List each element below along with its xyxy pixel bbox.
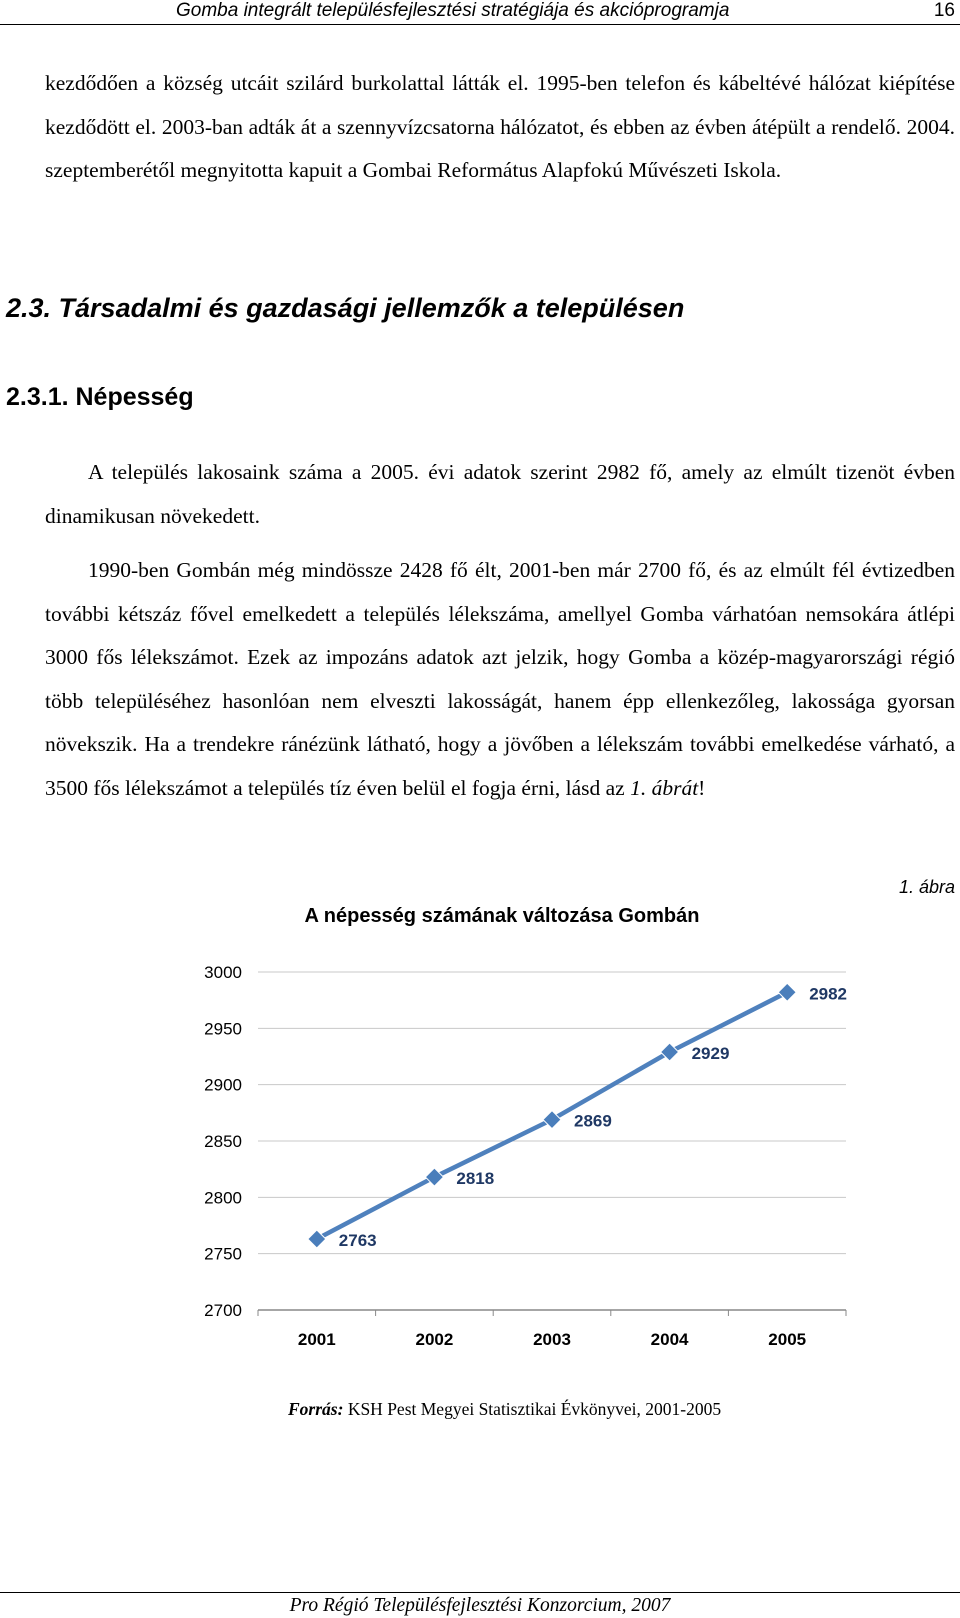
population-paragraph: A település lakosaink száma a 2005. évi adatok szerint 2982 fő, amely az elmúlt tizenöt évben dinamikusan növekedett. bbox=[45, 460, 955, 528]
x-tick-label: 2005 bbox=[768, 1330, 807, 1349]
subsection-heading: 2.3.1. Népesség bbox=[6, 383, 194, 411]
x-tick-label: 2002 bbox=[415, 1330, 454, 1349]
y-tick-label: 3000 bbox=[204, 963, 242, 982]
x-axis-ticks bbox=[298, 1330, 806, 1349]
y-tick-label: 2800 bbox=[204, 1188, 242, 1208]
y-axis-ticks bbox=[204, 963, 242, 1320]
data-marker bbox=[661, 1043, 679, 1061]
y-tick-label: 2900 bbox=[204, 1075, 242, 1095]
page-number: 16 bbox=[933, 0, 955, 21]
data-label: 2869 bbox=[574, 1111, 612, 1131]
source-text: KSH Pest Megyei Statisztikai Évkönyvei, 2001-2005 bbox=[343, 1399, 722, 1419]
section-heading: 2.3. Társadalmi és gazdasági jellemzők a településen bbox=[6, 293, 685, 323]
chart-title: A népesség számának változása Gombán bbox=[304, 905, 700, 927]
data-marker bbox=[425, 1168, 443, 1186]
data-label: 2982 bbox=[809, 984, 848, 1004]
data-label: 2763 bbox=[338, 1231, 377, 1251]
trend-end: ! bbox=[698, 775, 706, 800]
figure-reference-link[interactable]: 1. ábrát bbox=[630, 775, 699, 800]
data-label: 2818 bbox=[456, 1169, 495, 1189]
y-tick-label: 2850 bbox=[204, 1132, 242, 1151]
data-marker bbox=[778, 983, 796, 1001]
data-marker bbox=[543, 1111, 561, 1129]
x-tick-label: 2001 bbox=[297, 1330, 336, 1349]
running-footer bbox=[0, 1592, 960, 1618]
header-title: Gomba integrált településfejlesztési stratégiája és akcióprogramja bbox=[176, 0, 730, 21]
chart-gridlines bbox=[258, 972, 846, 1316]
x-tick-label: 2003 bbox=[533, 1330, 571, 1349]
intro-paragraph: kezdődően a község utcáit szilárd burkolattal látták el. 1995-ben telefon és kábeltévé hálózat kiépítése kezdődött el. 2003-ban adták át a szennyvízcsatorna hálózatot, és ebben az évben átépült a rendelő. 2004. szeptemberétől megnyitotta kapuit a Gombai Református Alapfokú Művészeti Iskola. bbox=[45, 71, 955, 182]
y-tick-label: 2750 bbox=[204, 1244, 242, 1264]
x-tick-label: 2004 bbox=[650, 1330, 689, 1349]
population-chart bbox=[0, 900, 960, 1350]
source-label: Forrás: bbox=[288, 1399, 344, 1419]
chart-svg bbox=[0, 900, 960, 1350]
running-header bbox=[0, 0, 960, 25]
data-label: 2929 bbox=[691, 1043, 730, 1063]
y-tick-label: 2700 bbox=[204, 1301, 242, 1320]
data-labels bbox=[339, 984, 847, 1250]
trend-paragraph bbox=[45, 549, 955, 810]
figure-label: 1. ábra bbox=[898, 877, 955, 897]
source-note bbox=[288, 1398, 721, 1420]
y-tick-label: 2950 bbox=[204, 1019, 242, 1039]
trend-text: 1990-ben Gombán még mindössze 2428 fő élt, 2001-ben már 2700 fő, és az elmúlt fél évtizedben további kétszáz fővel emelkedett a település lélekszáma, amellyel Gomba várhatóan nemsokára átlépi 3000 fős lélekszámot. Ezek az impozáns adatok azt jelzik, hogy Gomba a közép-magyarországi régió több településéhez hasonlóan nem elveszti lakosságát, hanem épp ellenkezőleg, lakossága gyorsan növekszik. Ha a trendekre ránézünk látható, hogy a jövőben a lélekszám további emelkedése várható, a 3500 fős lélekszámot a település tíz éven belül el fogja érni, lásd az bbox=[45, 558, 955, 800]
footer-text: Pro Régió Településfejlesztési Konzorcium, 2007 bbox=[289, 1595, 671, 1616]
data-marker bbox=[308, 1230, 326, 1248]
